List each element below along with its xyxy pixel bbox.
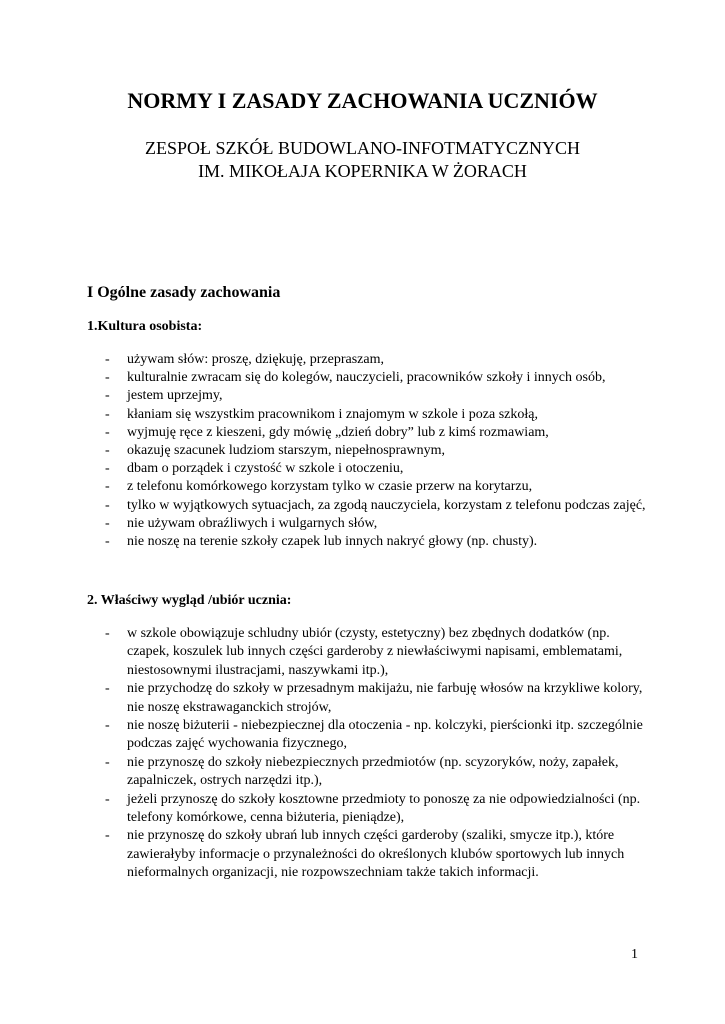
bullet-dash: -	[105, 534, 110, 550]
bullet-dash: -	[105, 497, 110, 513]
list-item-text: używam słów: proszę, dziękuję, przepraszam,	[127, 352, 384, 367]
list-item	[87, 754, 647, 791]
list-item	[87, 717, 647, 754]
document-title: NORMY I ZASADY ZACHOWANIA UCZNIÓW	[127, 88, 598, 113]
bullet-dash: -	[105, 626, 110, 641]
bullet-dash: -	[105, 718, 110, 734]
bullet-dash: -	[105, 479, 110, 495]
list-item-text: okazuję szacunek ludziom starszym, niepełnosprawnym,	[127, 443, 446, 459]
list-item-text: kulturalnie zwracam się do kolegów, nauczycieli, pracowników szkoły i innych osób,	[127, 370, 606, 386]
list-item-text: kłaniam się wszystkim pracownikom i znajomym w szkole i poza szkołą,	[127, 406, 538, 422]
bullet-dash: -	[105, 681, 110, 697]
list-item	[87, 533, 647, 551]
appearance-list	[87, 625, 647, 883]
list-item	[87, 497, 647, 515]
list-item	[87, 791, 647, 828]
list-item	[87, 680, 647, 717]
bullet-dash: -	[105, 828, 110, 844]
bullet-dash: -	[105, 406, 110, 422]
school-name-line1: ZESPOŁ SZKÓŁ BUDOWLANO-INFOTMATYCZNYCH	[145, 138, 580, 158]
bullet-dash: -	[105, 754, 110, 770]
bullet-dash: -	[105, 370, 110, 386]
list-item-text: tylko w wyjątkowych sytuacjach, za zgodą nauczyciela, korzystam z telefonu podczas zajęć,	[127, 497, 646, 513]
list-item	[87, 351, 647, 369]
bullet-dash: -	[105, 461, 110, 477]
bullet-dash: -	[105, 515, 110, 531]
list-item	[87, 424, 647, 442]
list-item-text: nie noszę biżuterii - niebezpiecznej dla otoczenia - np. kolczyki, pierścionki itp. szczególnie podczas zajęć wychowania fizycznego,	[127, 718, 643, 752]
bullet-dash: -	[105, 424, 110, 440]
bullet-dash: -	[105, 352, 110, 367]
list-item-text: dbam o porządek i czystość w szkole i otoczeniu,	[127, 461, 404, 477]
list-item-text: nie przynoszę do szkoły ubrań lub innych części garderoby (szaliki, smycze itp.), które zawierałyby informacje o przynależności do określonych klubów sportowych lub innych nieformalnych organizacji, nie rozpowszechniam także takich informacji.	[127, 828, 625, 881]
list-item	[87, 515, 647, 533]
list-item	[87, 406, 647, 424]
list-item-text: wyjmuję ręce z kieszeni, gdy mówię „dzień dobry” lub z kimś rozmawiam,	[127, 424, 549, 440]
list-item-text: nie przynoszę do szkoły niebezpiecznych przedmiotów (np. scyzoryków, noży, zapałek, zapalniczek, ostrych narzędzi itp.),	[127, 754, 619, 789]
list-item-text: nie przychodzę do szkoły w przesadnym makijażu, nie farbuję włosów na krzykliwe kolory, nie noszę ekstrawaganckich strojów,	[127, 681, 643, 715]
list-item-text: nie używam obraźliwych i wulgarnych słów,	[127, 515, 378, 531]
bullet-dash: -	[105, 443, 110, 459]
list-item-text: jestem uprzejmy,	[127, 388, 223, 404]
section-heading-general-rules: I Ogólne zasady zachowania	[87, 284, 281, 301]
list-item	[87, 625, 647, 680]
bullet-dash: -	[105, 388, 110, 404]
page-number: 1	[631, 947, 638, 962]
list-item	[87, 387, 647, 405]
personal-culture-list	[87, 351, 647, 551]
subsection-heading-appearance: 2. Właściwy wygląd /ubiór ucznia:	[87, 593, 292, 608]
list-item	[87, 460, 647, 478]
list-item	[87, 442, 647, 460]
list-item-text: jeżeli przynoszę do szkoły kosztowne przedmioty to ponoszę za nie odpowiedzialności (np. telefony komórkowe, cenna biżuteria, pieniądze),	[127, 791, 641, 826]
list-item-text: nie noszę na terenie szkoły czapek lub innych nakryć głowy (np. chusty).	[127, 534, 538, 550]
bullet-dash: -	[105, 791, 110, 807]
subsection-heading-personal-culture: 1.Kultura osobista:	[87, 319, 203, 334]
list-item	[87, 827, 647, 882]
list-item-text: w szkole obowiązuje schludny ubiór (czysty, estetyczny) bez zbędnych dodatków (np. czapek, koszulek lub innych części garderoby z niewłaściwymi napisami, emblematami, niestosownymi ilustracjami, naszywkami itp.),	[127, 626, 623, 678]
school-name-line2: IM. MIKOŁAJA KOPERNIKA W ŻORACH	[198, 161, 527, 181]
list-item	[87, 369, 647, 387]
list-item	[87, 478, 647, 496]
list-item-text: z telefonu komórkowego korzystam tylko w czasie przerw na korytarzu,	[127, 479, 533, 495]
